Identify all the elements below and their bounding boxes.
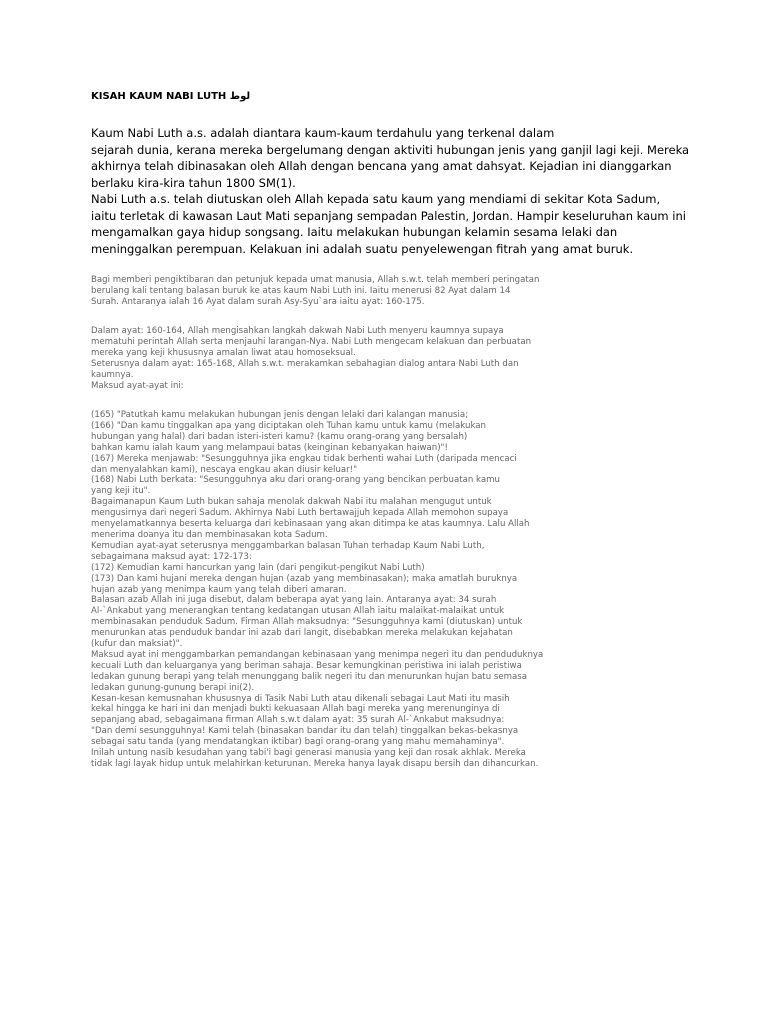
text-line: Nabi Luth a.s. telah diutuskan oleh Allah kepada satu kaum yang mendiami di sekitar Kota Sadum, bbox=[91, 192, 661, 206]
text-line: (173) Dan kami hujani mereka dengan hujan (azab yang membinasakan); maka amatlah buruknya bbox=[91, 573, 518, 584]
text-line: menerima doanya itu dan membinasakan kota Sadum. bbox=[91, 529, 328, 540]
text-line: ledakan gunung berapi yang telah menunggang balik negeri itu dan menurunkan hujan batu semasa bbox=[91, 671, 528, 682]
text-line: kecuali Luth dan keluarganya yang beriman sahaja. Besar kemungkinan peristiwa ini ialah peristiwa bbox=[91, 660, 522, 671]
text-line: mereka yang keji khususnya amalan liwat atau homoseksual. bbox=[91, 347, 356, 358]
text-line: (172) Kemudian kami hancurkan yang lain (dari pengikut-pengikut Nabi Luth) bbox=[91, 562, 425, 573]
text-line: mengamalkan gaya hidup songsang. Iaitu melakukan hubungan kelamin sesama lelaki dan bbox=[91, 225, 618, 239]
text-line: tidak lagi layak hidup untuk melahirkan keturunan. Mereka hanya layak disapu bersih dan dihancurkan. bbox=[91, 759, 539, 769]
text-line: Bagi memberi pengiktibaran dan petunjuk kepada umat manusia, Allah s.w.t. telah memberi peringatan bbox=[91, 275, 540, 285]
text-line: berulang kali tentang balasan buruk ke atas kaum Nabi Luth ini. Iaitu menerusi 82 Ayat dalam 14 bbox=[91, 285, 511, 296]
text-line: dan menyalahkan kami), nescaya engkau akan diusir keluar!" bbox=[91, 464, 358, 475]
text-line: Al-`Ankabut yang menerangkan tentang kedatangan utusan Allah iaitu malaikat-malaikat untuk bbox=[91, 606, 505, 617]
text-line: ledakan gunung-gunung berapi ini(2). bbox=[91, 682, 255, 693]
text-line: "Dan demi sesungguhnya! Kami telah (binasakan bandar itu dan telah) tinggalkan bekas-bekasnya bbox=[91, 726, 519, 737]
verses-paragraph bbox=[91, 410, 611, 770]
text-line: berlaku kira-kira tahun 1800 SM(1). bbox=[91, 175, 296, 190]
text-line: kaumnya. bbox=[91, 369, 134, 380]
ayat-paragraph bbox=[91, 326, 611, 391]
text-line: sebagai satu tanda (yang mendatangkan iktibar) bagi orang-orang yang mahu memahaminya". bbox=[91, 737, 505, 748]
text-line: Surah. Antaranya ialah 16 Ayat dalam surah Asy-Syu`ara iaitu ayat: 160-175. bbox=[91, 296, 425, 307]
text-line: (165) "Patutkah kamu melakukan hubungan jenis dengan lelaki dari kalangan manusia; bbox=[91, 410, 469, 420]
intro-paragraph bbox=[91, 275, 611, 308]
text-line: sebagaimana maksud ayat: 172-173: bbox=[91, 551, 252, 562]
text-line: Balasan azab Allah ini juga disebut, dalam beberapa ayat yang lain. Antaranya ayat: 34 surah bbox=[91, 595, 497, 606]
text-line: mengusirnya dari negeri Sadum. Akhirnya Nabi Luth bertawajjuh kepada Allah memohon supaya bbox=[91, 508, 509, 519]
text-line: (166) "Dan kamu tinggalkan apa yang diciptakan oleh Tuhan kamu untuk kamu (melakukan bbox=[91, 420, 487, 431]
text-line: Maksud ayat ini menggambarkan pemandangan kebinasaan yang menimpa negeri itu dan penduduknya bbox=[91, 649, 544, 660]
text-line: kekal hingga ke hari ini dan menjadi bukti kekuasaan Allah bagi mereka yang merenunginya di bbox=[91, 704, 500, 715]
document-title: KISAH KAUM NABI LUTH لوط bbox=[91, 91, 251, 102]
text-line: meninggalkan perempuan. Kelakuan ini adalah suatu penyelewengan fitrah yang amat buruk. bbox=[91, 241, 634, 256]
text-line: mematuhi perintah Allah serta menjauhi larangan-Nya. Nabi Luth mengecam kelakuan dan perbuatan bbox=[91, 336, 532, 347]
text-line: sejarah dunia, kerana mereka bergelumang dengan aktiviti hubungan jenis yang ganjil lagi keji. Mereka bbox=[91, 142, 690, 157]
text-line: sepanjang abad, sebagaimana firman Allah s.w.t dalam ayat: 35 surah Al-`Ankabut maksudnya: bbox=[91, 715, 505, 726]
text-line: iaitu terletak di kawasan Laut Mati sepanjang sempadan Palestin, Jordan. Hampir keseluruhan kaum ini bbox=[91, 208, 686, 223]
text-line: membinasakan penduduk Sadum. Firman Allah maksudnya: "Sesungguhnya kami (diutuskan) untuk bbox=[91, 617, 523, 628]
text-line: Kesan-kesan kemusnahan khususnya di Tasik Nabi Luth atau dikenali sebagai Laut Mati itu masih bbox=[91, 693, 510, 704]
text-line: Maksud ayat-ayat ini: bbox=[91, 380, 184, 391]
text-line: Seterusnya dalam ayat: 165-168, Allah s.w.t. merakamkan sebahagian dialog antara Nabi Luth dan bbox=[91, 358, 519, 369]
text-line: Kaum Nabi Luth a.s. adalah diantara kaum-kaum terdahulu yang terkenal dalam bbox=[91, 126, 555, 140]
text-line: (kufur dan maksiat)". bbox=[91, 639, 183, 650]
text-line: hubungan yang halal) dari badan isteri-isteri kamu? (kamu orang-orang yang bersalah) bbox=[91, 431, 468, 442]
text-line: Inilah untung nasib kesudahan yang tabi'i bagi generasi manusia yang keji dan rosak akhlak. Mereka bbox=[91, 748, 526, 759]
lead-paragraph bbox=[91, 125, 690, 257]
text-line: (168) Nabi Luth berkata: "Sesungguhnya aku dari orang-orang yang bencikan perbuatan kamu bbox=[91, 475, 500, 486]
text-line: Kemudian ayat-ayat seterusnya menggambarkan balasan Tuhan terhadap Kaum Nabi Luth, bbox=[91, 540, 485, 551]
text-line: yang keji itu". bbox=[91, 486, 151, 497]
text-line: menyelamatkannya beserta keluarga dari kebinasaan yang akan ditimpa ke atas kaumnya. Lalu Allah bbox=[91, 519, 530, 530]
text-line: menurunkan atas penduduk bandar ini azab dari langit, disebabkan mereka melakukan kejahatan bbox=[91, 628, 513, 639]
text-line: Bagaimanapun Kaum Luth bukan sahaja menolak dakwah Nabi itu malahan mengugut untuk bbox=[91, 497, 492, 508]
text-line: akhirnya telah dibinasakan oleh Allah dengan bencana yang amat dahsyat. Kejadian ini dianggarkan bbox=[91, 159, 672, 173]
text-line: hujan azab yang menimpa kaum yang telah diberi amaran. bbox=[91, 584, 347, 595]
text-line: Dalam ayat: 160-164, Allah mengisahkan langkah dakwah Nabi Luth menyeru kaumnya supaya bbox=[91, 326, 504, 336]
text-line: bahkan kamu ialah kaum yang melampaui batas (keinginan kebanyakan haiwan)"! bbox=[91, 442, 448, 453]
text-line: (167) Mereka menjawab: "Sesungguhnya jika engkau tidak berhenti wahai Luth (daripada mencaci bbox=[91, 453, 517, 464]
